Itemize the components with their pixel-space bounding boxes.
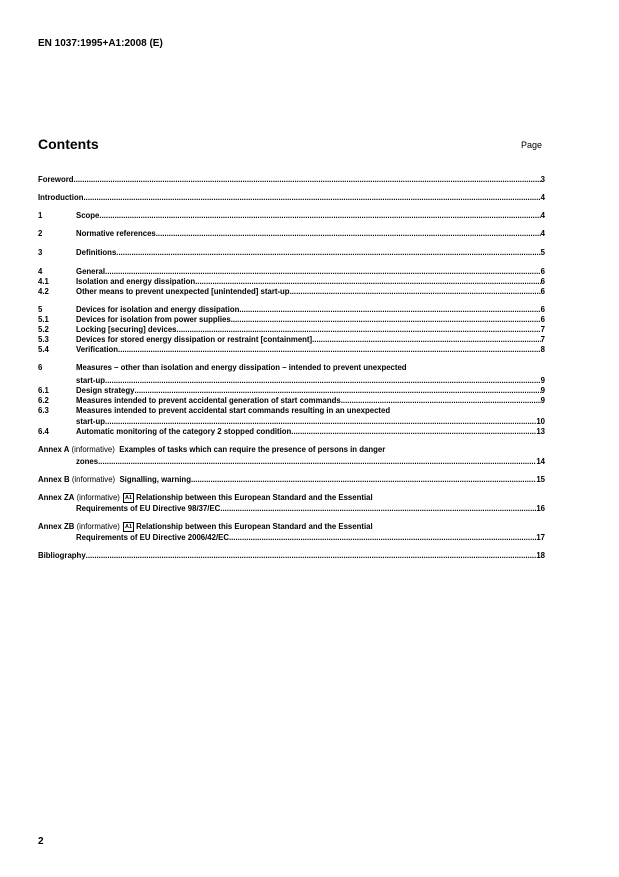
toc-entry-page: 7 — [540, 335, 545, 344]
toc-entry-foreword[interactable] — [38, 175, 545, 185]
toc-entry-text: Locking [securing] devices — [76, 325, 177, 334]
toc-entry-text-line1: Relationship between this European Standard and the Essential — [136, 493, 373, 502]
toc-leader-dots — [291, 427, 536, 437]
annex-label: Annex ZB — [38, 522, 75, 531]
toc-entry-automatic-monitoring[interactable] — [38, 427, 545, 437]
toc-entry-number: 5.4 — [38, 345, 49, 354]
toc-entry-text-line2: start-up — [76, 417, 106, 426]
toc-leader-dots — [105, 267, 541, 277]
annex-label: Annex B — [38, 475, 70, 484]
toc-entry-verification[interactable] — [38, 345, 545, 355]
toc-entry-number: 4.2 — [38, 287, 49, 296]
amendment-marker-icon: A1 — [125, 495, 133, 501]
toc-entry-text: Verification — [76, 345, 119, 354]
toc-entry-text: Devices for isolation and energy dissipation — [76, 305, 240, 314]
toc-entry-text: Foreword — [38, 175, 74, 184]
page-column-label: Page — [521, 140, 543, 150]
toc-leader-dots — [229, 533, 536, 543]
toc-entry-number: 5.3 — [38, 335, 49, 344]
toc-entry-stored-energy[interactable] — [38, 335, 545, 345]
toc-entry-text: Measures intended to prevent accidental generation of start commands — [76, 396, 341, 405]
toc-leader-dots — [312, 335, 541, 345]
toc-leader-dots — [105, 417, 536, 427]
toc-entry-text-line1: Relationship between this European Standard and the Essential — [136, 522, 373, 531]
toc-leader-dots — [156, 229, 541, 239]
amendment-marker-icon: A1 — [125, 524, 133, 530]
toc-entry-isolation-energy-dissipation[interactable] — [38, 277, 545, 287]
toc-entry-number: 3 — [38, 248, 43, 257]
toc-entry-number: 6.3 — [38, 406, 49, 415]
toc-entry-text-line1: Measures intended to prevent accidental start commands resulting in an unexpected — [76, 406, 391, 415]
toc-entry-page: 6 — [540, 315, 545, 324]
toc-entry-page: 4 — [540, 229, 545, 238]
toc-entry-definitions[interactable] — [38, 248, 545, 258]
table-of-contents — [38, 175, 545, 561]
toc-entry-number: 4.1 — [38, 277, 49, 286]
toc-entry-number: 6 — [38, 363, 43, 372]
toc-entry-page: 13 — [536, 427, 545, 436]
toc-entry-normative-references[interactable] — [38, 229, 545, 239]
toc-entry-text: Signalling, warning — [119, 475, 191, 484]
toc-entry-text-line2: Requirements of EU Directive 2006/42/EC — [76, 533, 229, 542]
toc-entry-number: 5.2 — [38, 325, 49, 334]
toc-entry-page: 5 — [540, 248, 545, 257]
toc-leader-dots — [74, 175, 541, 185]
toc-entry-number: 5 — [38, 305, 43, 314]
annex-kind: (informative) — [76, 522, 120, 531]
toc-entry-page: 3 — [540, 175, 545, 184]
toc-entry-locking-devices[interactable] — [38, 325, 545, 335]
toc-entry-text: Design strategy — [76, 386, 135, 395]
toc-entry-page: 17 — [536, 533, 545, 542]
annex-label: Annex A — [38, 445, 70, 454]
toc-entry-annex-zb[interactable] — [38, 522, 545, 543]
toc-leader-dots — [98, 457, 536, 467]
toc-entry-text: Devices for stored energy dissipation or restraint [containment] — [76, 335, 313, 344]
toc-leader-dots — [239, 305, 540, 315]
toc-leader-dots — [220, 504, 536, 514]
toc-entry-text-line2: zones — [76, 457, 99, 466]
toc-entry-measures[interactable] — [38, 363, 545, 386]
toc-leader-dots — [86, 551, 537, 561]
toc-entry-number: 5.1 — [38, 315, 49, 324]
toc-entry-number: 6.4 — [38, 427, 49, 436]
document-id: EN 1037:1995+A1:2008 (E) — [38, 38, 163, 49]
toc-entry-devices-power-supplies[interactable] — [38, 315, 545, 325]
toc-leader-dots — [118, 345, 541, 355]
toc-entry-page: 4 — [540, 193, 545, 202]
toc-entry-text-line1: Examples of tasks which can require the presence of persons in danger — [119, 445, 386, 454]
toc-entry-page: 6 — [540, 305, 545, 314]
annex-kind: (informative) — [71, 445, 115, 454]
toc-entry-page: 9 — [540, 396, 545, 405]
toc-entry-introduction[interactable] — [38, 193, 545, 203]
toc-entry-number: 6.2 — [38, 396, 49, 405]
toc-entry-annex-b[interactable] — [38, 475, 545, 485]
toc-entry-page: 6 — [540, 267, 545, 276]
toc-entry-devices-isolation[interactable] — [38, 305, 545, 315]
toc-leader-dots — [191, 475, 536, 485]
annex-kind: (informative) — [76, 493, 120, 502]
toc-leader-dots — [290, 287, 541, 297]
toc-entry-annex-a[interactable] — [38, 445, 545, 467]
toc-entry-text: Automatic monitoring of the category 2 stopped condition — [76, 427, 292, 436]
toc-entry-page: 6 — [540, 287, 545, 296]
toc-entry-text-line2: Requirements of EU Directive 98/37/EC — [76, 504, 221, 513]
toc-entry-text: Definitions — [76, 248, 117, 257]
toc-entry-bibliography[interactable] — [38, 551, 545, 561]
toc-entry-text-line1: Measures – other than isolation and energy dissipation – intended to prevent unexpected — [76, 363, 407, 372]
toc-entry-page: 10 — [536, 417, 545, 426]
toc-entry-design-strategy[interactable] — [38, 386, 545, 396]
toc-entry-text: Isolation and energy dissipation — [76, 277, 196, 286]
toc-entry-page: 8 — [540, 345, 545, 354]
toc-leader-dots — [195, 277, 541, 287]
toc-entry-text: Other means to prevent unexpected [unintended] start-up — [76, 287, 290, 296]
toc-entry-text: Bibliography — [38, 551, 86, 560]
toc-entry-text: General — [76, 267, 106, 276]
toc-entry-page: 4 — [540, 211, 545, 220]
toc-entry-page: 18 — [536, 551, 545, 560]
toc-leader-dots — [135, 386, 541, 396]
page-number: 2 — [38, 836, 44, 847]
toc-entry-number: 2 — [38, 229, 43, 238]
toc-entry-general[interactable] — [38, 267, 545, 277]
toc-entry-page: 15 — [536, 475, 545, 484]
toc-leader-dots — [341, 396, 541, 406]
toc-entry-text: Introduction — [38, 193, 84, 202]
toc-entry-number: 6.1 — [38, 386, 49, 395]
toc-entry-other-means[interactable] — [38, 287, 545, 297]
toc-entry-page: 6 — [540, 277, 545, 286]
toc-entry-page: 7 — [540, 325, 545, 334]
toc-leader-dots — [177, 325, 541, 335]
toc-entry-number: 1 — [38, 211, 43, 220]
toc-leader-dots — [83, 193, 540, 203]
toc-entry-annex-za[interactable] — [38, 493, 545, 514]
toc-leader-dots — [99, 211, 540, 221]
toc-entry-number: 4 — [38, 267, 43, 276]
toc-leader-dots — [231, 315, 541, 325]
toc-entry-text-line2: start-up — [76, 376, 106, 385]
toc-entry-page: 14 — [536, 457, 545, 466]
page-title: Contents — [38, 136, 99, 152]
toc-entry-scope[interactable] — [38, 211, 545, 221]
toc-entry-text: Normative references — [76, 229, 156, 238]
toc-leader-dots — [105, 376, 541, 386]
annex-kind: (informative) — [71, 475, 116, 484]
toc-entry-page: 9 — [540, 376, 545, 385]
toc-entry-page: 9 — [540, 386, 545, 395]
toc-entry-text: Devices for isolation from power supplies — [76, 315, 231, 324]
toc-entry-text: Scope — [76, 211, 100, 220]
toc-entry-page: 16 — [536, 504, 545, 513]
toc-leader-dots — [116, 248, 540, 258]
annex-label: Annex ZA — [38, 493, 75, 502]
toc-entry-measures-accidental-start[interactable] — [38, 406, 545, 427]
toc-entry-measures-accidental-generation[interactable] — [38, 396, 545, 406]
